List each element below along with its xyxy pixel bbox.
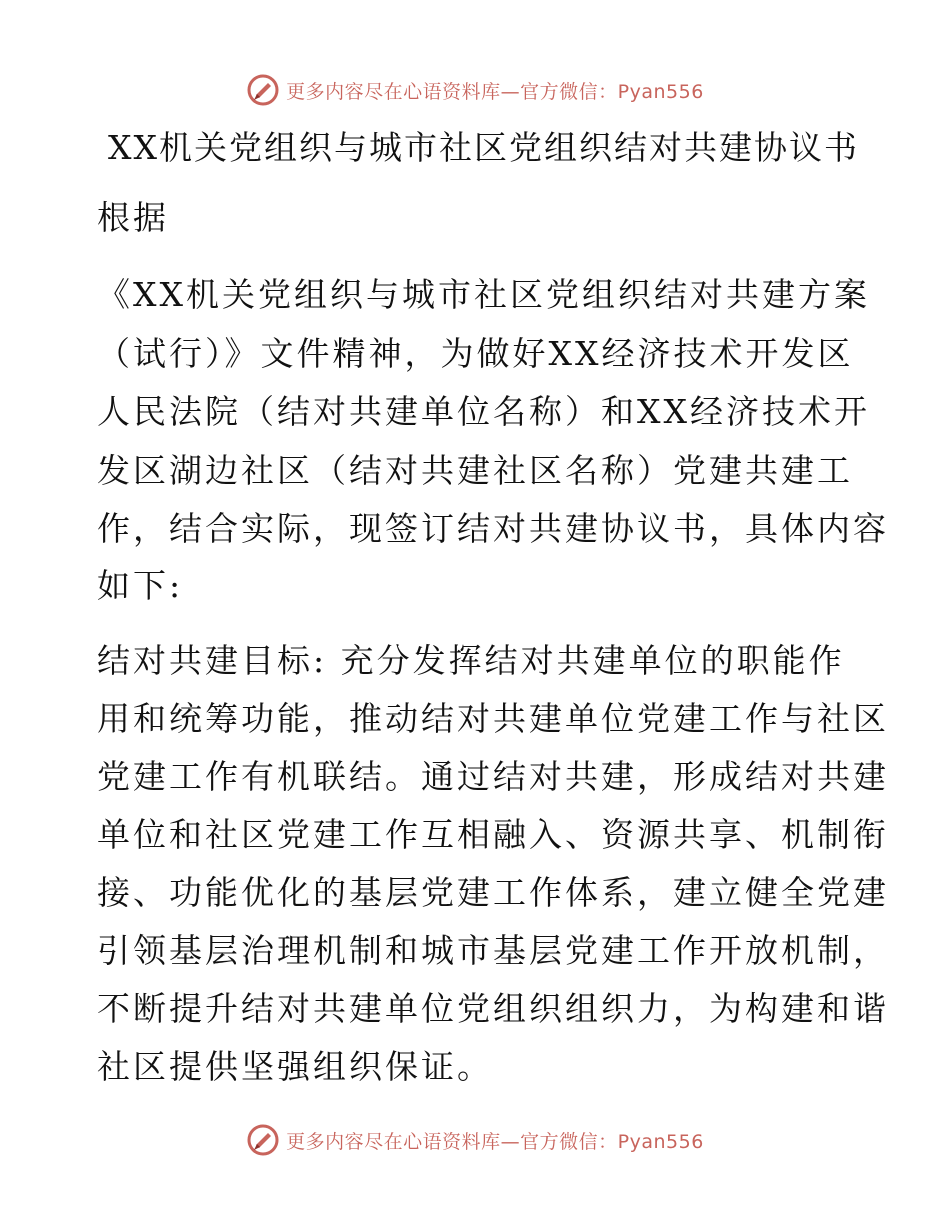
paragraph-line: 单位和社区党建工作互相融入、资源共享、机制衔 <box>97 815 889 854</box>
paragraph-line: 社区提供坚强组织保证。 <box>97 1047 493 1086</box>
header-banner <box>0 70 950 110</box>
paragraph-line: 根据 <box>97 198 169 237</box>
banner-text: 更多内容尽在心语资料库—官方微信：Pyan556 <box>286 1130 704 1153</box>
banner-text: 更多内容尽在心语资料库—官方微信：Pyan556 <box>286 80 704 103</box>
paragraph-line: （试行）》文件精神，为做好XX经济技术开发区 <box>97 334 854 373</box>
paragraph-line: 党建工作有机联结。通过结对共建，形成结对共建 <box>97 757 889 796</box>
paragraph-line: 引领基层治理机制和城市基层党建工作开放机制， <box>97 931 889 970</box>
paragraph-line: 结对共建目标: 充分发挥结对共建单位的职能作 <box>97 641 845 680</box>
paragraph-line: 《XX机关党组织与城市社区党组织结对共建方案 <box>97 275 870 314</box>
logo-icon <box>246 1123 280 1157</box>
paragraph-line: 人民法院（结对共建单位名称）和XX经济技术开 <box>97 392 870 431</box>
paragraph-line: 不断提升结对共建单位党组织组织力，为构建和谐 <box>97 989 889 1028</box>
logo-icon <box>246 73 280 107</box>
paragraph-line: 接、功能优化的基层党建工作体系，建立健全党建 <box>97 873 889 912</box>
paragraph-line: 作，结合实际，现签订结对共建协议书，具体内容 <box>97 509 889 548</box>
paragraph-line: 用和统筹功能，推动结对共建单位党建工作与社区 <box>97 699 889 738</box>
footer-banner <box>0 1120 950 1160</box>
paragraph-line: 如下: <box>97 566 184 605</box>
paragraph-line: 发区湖边社区（结对共建社区名称）党建共建工 <box>97 451 853 490</box>
document-title: XX机关党组织与城市社区党组织结对共建协议书 <box>108 128 859 167</box>
